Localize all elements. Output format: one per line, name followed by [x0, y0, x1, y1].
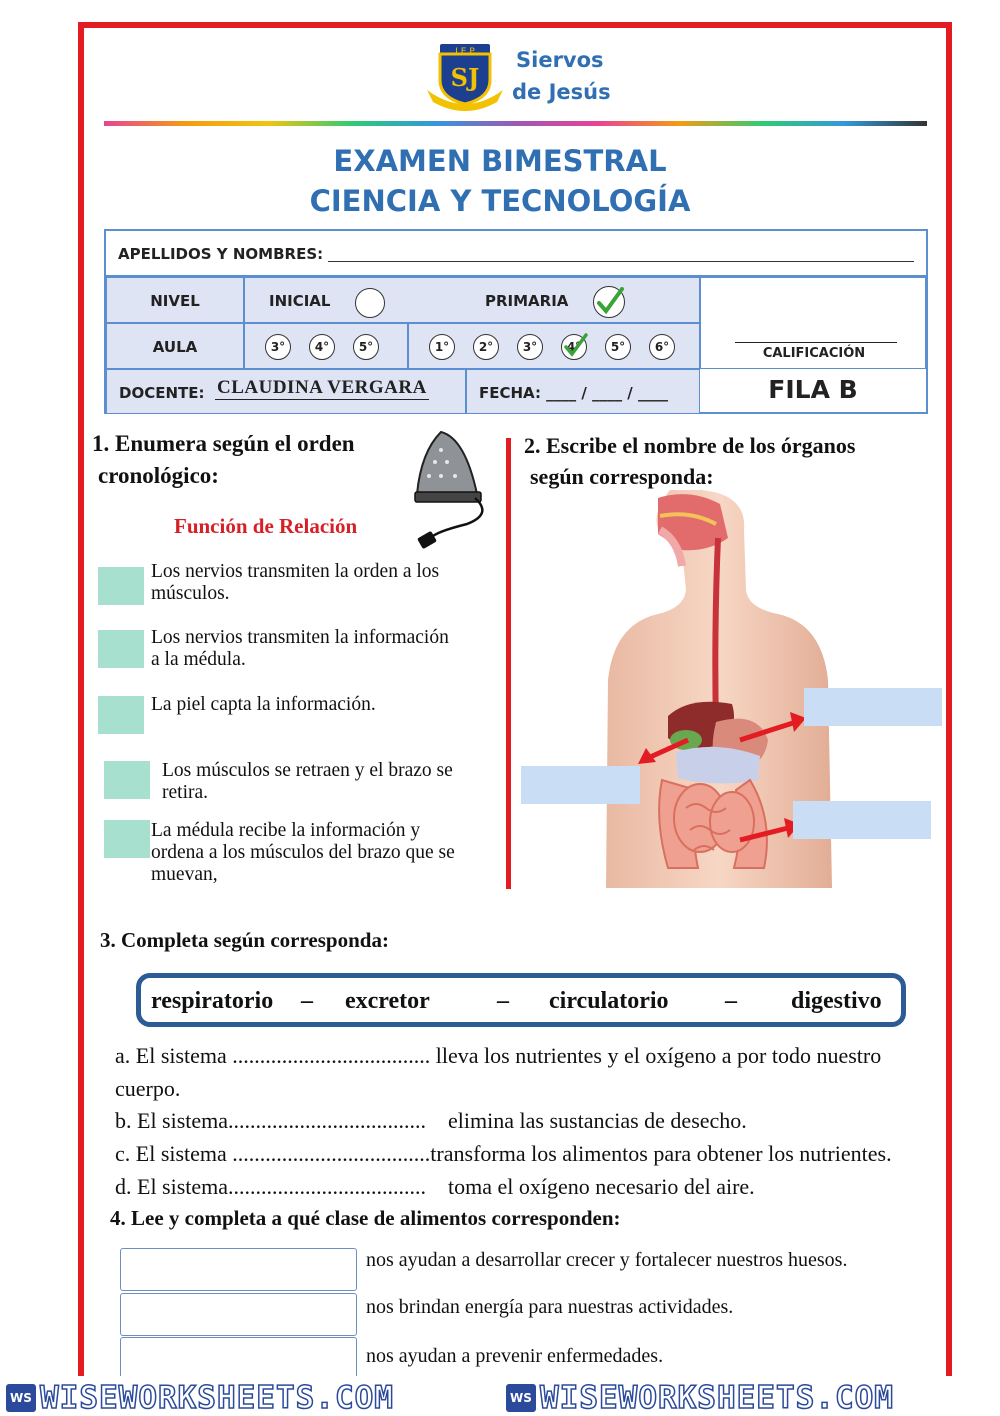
watermark-footer — [0, 1376, 1000, 1414]
grade-option[interactable]: 5° — [353, 334, 379, 360]
logo-text: I.E.P — [455, 47, 475, 57]
q4-item-1: nos ayudan a desarrollar crecer y fortalecer nuestros huesos. — [366, 1249, 848, 1271]
grade-option[interactable]: 1° — [429, 334, 455, 360]
student-info-table — [104, 229, 928, 414]
inicial-grades — [244, 323, 408, 369]
grade-option[interactable]: 2° — [473, 334, 499, 360]
q1-heading — [92, 428, 355, 492]
primaria-grades — [408, 323, 700, 369]
word-bank-item: excretor — [345, 988, 430, 1014]
q1-item-1 — [151, 561, 439, 605]
fecha-cell — [466, 369, 700, 414]
rainbow-divider — [104, 121, 927, 126]
calificacion-box — [700, 277, 926, 369]
q3-line-a: a. El sistema .................................... lleva los nutrientes y el oxígeno a por todo nuestro — [115, 1043, 882, 1068]
docente-cell — [106, 369, 466, 414]
q1-item-text: músculos. — [151, 583, 230, 604]
organ-arrows — [630, 700, 820, 850]
iron-icon — [405, 428, 489, 554]
subject-title: CIENCIA Y TECNOLOGÍA — [309, 184, 691, 218]
q1-heading-line2: cronológico: — [98, 463, 219, 488]
q3-line-d: d. El sistema.................................... toma el oxígeno necesario del aire. — [115, 1174, 755, 1199]
docente-value: CLAUDINA VERGARA — [217, 377, 427, 398]
word-bank-item: circulatorio — [549, 988, 669, 1014]
q2-heading — [524, 430, 855, 492]
fecha-label: FECHA: ____ / ____ / ____ — [479, 384, 669, 402]
fila-label: FILA B — [768, 375, 858, 404]
q1-item-text: La médula recibe la información y — [151, 820, 421, 841]
nivel-label: NIVEL — [106, 277, 244, 323]
q1-item-2 — [151, 627, 449, 671]
watermark-badge: WS — [6, 1384, 36, 1412]
arrow-line — [648, 740, 688, 758]
q1-item-text: ordena a los músculos del brazo que se — [151, 842, 455, 863]
word-bank-item: digestivo — [791, 988, 882, 1014]
watermark-text: WISEWORKSHEETS.COM — [540, 1380, 894, 1416]
word-bank — [136, 973, 906, 1027]
watermark-badge: WS — [506, 1384, 536, 1412]
order-box-2[interactable] — [98, 630, 144, 668]
q3-heading: 3. Completa según corresponda: — [100, 928, 389, 952]
school-logo — [425, 40, 505, 112]
organ-answer-box-1[interactable] — [804, 688, 942, 726]
calificacion-label: CALIFICACIÓN — [762, 346, 866, 361]
q3-line-a-cont: cuerpo. — [115, 1076, 181, 1101]
q1-item-5 — [151, 820, 455, 886]
arrow-line — [740, 828, 788, 840]
name-input-line[interactable] — [328, 261, 914, 262]
q4-item-2: nos brindan energía para nuestras actividades. — [366, 1296, 734, 1318]
name-label: APELLIDOS Y NOMBRES: — [118, 245, 324, 263]
q1-item-text: muevan, — [151, 864, 218, 885]
order-box-3[interactable] — [98, 696, 144, 734]
grade-option[interactable]: 6° — [649, 334, 675, 360]
q1-item-text: La piel capta la información. — [151, 694, 376, 715]
q1-item-text: a la médula. — [151, 649, 246, 670]
q1-heading-line1: 1. Enumera según el orden — [92, 431, 355, 456]
organ-answer-box-3[interactable] — [793, 801, 931, 839]
watermark-text: WISEWORKSHEETS.COM — [40, 1380, 394, 1416]
organ-answer-box-2[interactable] — [521, 766, 640, 804]
primaria-label: PRIMARIA — [485, 292, 569, 310]
food-answer-box-2[interactable] — [120, 1293, 357, 1336]
inicial-label: INICIAL — [269, 292, 331, 310]
nivel-options — [244, 277, 700, 323]
q1-item-text: Los músculos se retraen y el brazo se — [162, 760, 453, 781]
order-box-4[interactable] — [104, 761, 150, 799]
q1-item-4 — [162, 760, 453, 804]
name-row — [106, 231, 926, 277]
word-bank-separator: – — [725, 988, 737, 1014]
order-box-1[interactable] — [98, 567, 144, 605]
word-bank-item: respiratorio — [151, 988, 274, 1014]
primaria-checkbox[interactable] — [593, 286, 625, 318]
grade-option[interactable]: 4° — [309, 334, 335, 360]
q2-heading-line2: según corresponda: — [530, 464, 714, 489]
q3-line-c: c. El sistema ....................................transforma los alimentos para obtener los nutrientes. — [115, 1141, 892, 1166]
q4-item-3: nos ayudan a prevenir enfermedades. — [366, 1345, 664, 1367]
q1-item-3 — [151, 694, 376, 716]
school-name-line2: de Jesús — [512, 80, 611, 104]
aula-label: AULA — [106, 323, 244, 369]
exam-title: EXAMEN BIMESTRAL — [333, 144, 667, 178]
grade-option[interactable]: 3° — [265, 334, 291, 360]
grade-option[interactable]: 5° — [605, 334, 631, 360]
calificacion-line[interactable] — [735, 342, 897, 343]
q4-heading: 4. Lee y completa a qué clase de alimentos corresponden: — [110, 1206, 621, 1230]
q1-item-text: retira. — [162, 782, 209, 803]
inicial-checkbox[interactable] — [355, 288, 385, 318]
word-bank-separator: – — [497, 988, 509, 1014]
q2-heading-line1: 2. Escribe el nombre de los órganos — [524, 433, 856, 458]
logo-monogram: SJ — [450, 63, 480, 92]
docente-label: DOCENTE: — [119, 384, 205, 402]
q3-line-b: b. El sistema.................................... elimina las sustancias de desecho. — [115, 1108, 747, 1133]
column-divider — [506, 438, 511, 889]
grade-option[interactable]: 3° — [517, 334, 543, 360]
order-box-5[interactable] — [104, 820, 150, 858]
food-answer-box-3[interactable] — [120, 1337, 357, 1380]
check-icon — [562, 333, 588, 359]
school-name-line1: Siervos — [516, 48, 604, 72]
q1-subtitle: Función de Relación — [174, 514, 358, 538]
arrow-line — [740, 722, 796, 740]
school-name — [512, 44, 611, 108]
grade-option-label: 4° — [566, 340, 582, 354]
grade-option-selected[interactable] — [561, 334, 587, 360]
q1-item-text: Los nervios transmiten la información — [151, 627, 449, 648]
q1-item-text: Los nervios transmiten la orden a los — [151, 561, 440, 582]
word-bank-separator: – — [301, 988, 313, 1014]
food-answer-box-1[interactable] — [120, 1248, 357, 1291]
check-icon — [594, 287, 624, 317]
